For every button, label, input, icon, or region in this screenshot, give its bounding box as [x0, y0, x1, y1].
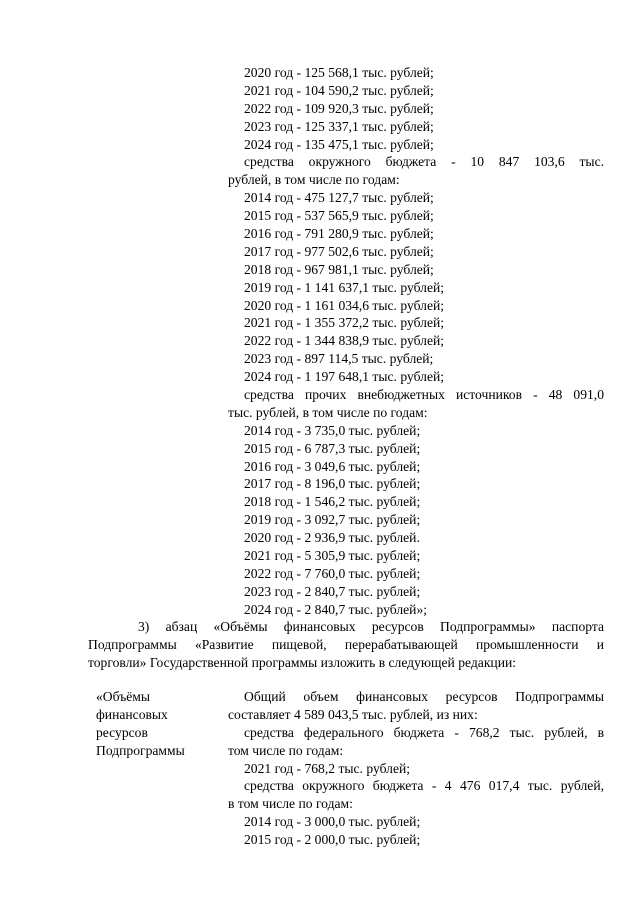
- other-sources-line-cont: тыс. рублей, в том числе по годам:: [228, 404, 428, 420]
- label-line: ресурсов: [96, 724, 148, 740]
- federal-budget-line-cont: том числе по годам:: [228, 742, 344, 758]
- year-line: 2021 год - 5 305,9 тыс. рублей;: [244, 548, 421, 564]
- funding-continuation-block: [228, 64, 604, 619]
- year-line: 2019 год - 1 141 637,1 тыс. рублей;: [244, 279, 445, 295]
- year-line: 2022 год - 1 344 838,9 тыс. рублей;: [244, 333, 445, 349]
- year-line: 2024 год - 2 840,7 тыс. рублей»;: [244, 601, 428, 617]
- year-line: 2022 год - 109 920,3 тыс. рублей;: [244, 100, 434, 116]
- year-line: 2020 год - 1 161 034,6 тыс. рублей;: [244, 297, 445, 313]
- year-line: 2016 год - 791 280,9 тыс. рублей;: [244, 226, 434, 242]
- paragraph-line: 3) абзац «Объёмы финансовых ресурсов Подпрограммы» паспорта: [138, 619, 604, 634]
- okrug-budget-line-cont: в том числе по годам:: [228, 796, 353, 812]
- year-line: 2024 год - 135 475,1 тыс. рублей;: [244, 136, 434, 152]
- year-line: 2018 год - 967 981,1 тыс. рублей;: [244, 261, 434, 277]
- paragraph-line: Подпрограммы «Развитие пищевой, перерабатывающей промышленности и: [88, 636, 604, 652]
- year-line: 2019 год - 3 092,7 тыс. рублей;: [244, 512, 421, 528]
- year-line: 2023 год - 125 337,1 тыс. рублей;: [244, 118, 434, 134]
- year-line: 2023 год - 2 840,7 тыс. рублей;: [244, 583, 421, 599]
- year-line: 2014 год - 3 000,0 тыс. рублей;: [244, 814, 421, 830]
- okrug-budget-line-cont: рублей, в том числе по годам:: [228, 172, 400, 188]
- total-line-cont: составляет 4 589 043,5 тыс. рублей, из них:: [228, 706, 478, 722]
- label-line: «Объёмы: [96, 689, 150, 704]
- year-line: 2017 год - 8 196,0 тыс. рублей;: [244, 476, 421, 492]
- year-line: 2015 год - 6 787,3 тыс. рублей;: [244, 440, 421, 456]
- year-line: 2018 год - 1 546,2 тыс. рублей;: [244, 494, 421, 510]
- okrug-budget-line: средства окружного бюджета - 10 847 103,6 тыс.: [244, 154, 604, 170]
- year-line: 2016 год - 3 049,6 тыс. рублей;: [244, 458, 421, 474]
- year-line: 2021 год - 768,2 тыс. рублей;: [244, 760, 411, 776]
- federal-budget-line: средства федерального бюджета - 768,2 тыс. рублей, в: [244, 724, 604, 740]
- label-line: финансовых: [96, 706, 168, 722]
- other-sources-line: средства прочих внебюджетных источников - 48 091,0: [244, 387, 604, 403]
- paragraph-line: торговли» Государственной программы изложить в следующей редакции:: [88, 654, 517, 670]
- table-row-value: [228, 688, 604, 849]
- year-line: 2021 год - 1 355 372,2 тыс. рублей;: [244, 315, 445, 331]
- year-line: 2014 год - 475 127,7 тыс. рублей;: [244, 190, 434, 206]
- year-line: 2014 год - 3 735,0 тыс. рублей;: [244, 422, 421, 438]
- year-line: 2023 год - 897 114,5 тыс. рублей;: [244, 351, 434, 367]
- year-line: 2022 год - 7 760,0 тыс. рублей;: [244, 565, 421, 581]
- year-line: 2021 год - 104 590,2 тыс. рублей;: [244, 82, 434, 98]
- year-line: 2020 год - 2 936,9 тыс. рублей.: [244, 530, 420, 546]
- year-line: 2015 год - 537 565,9 тыс. рублей;: [244, 208, 434, 224]
- year-line: 2024 год - 1 197 648,1 тыс. рублей;: [244, 369, 445, 385]
- label-line: Подпрограммы: [96, 742, 185, 758]
- year-line: 2017 год - 977 502,6 тыс. рублей;: [244, 243, 434, 259]
- table-row-label: [96, 688, 216, 760]
- okrug-budget-line: средства окружного бюджета - 4 476 017,4 тыс. рублей,: [244, 778, 604, 794]
- amendment-paragraph-3: [88, 618, 604, 672]
- total-line: Общий объем финансовых ресурсов Подпрограммы: [244, 689, 604, 704]
- year-line: 2015 год - 2 000,0 тыс. рублей;: [244, 832, 421, 848]
- year-line: 2020 год - 125 568,1 тыс. рублей;: [244, 65, 434, 80]
